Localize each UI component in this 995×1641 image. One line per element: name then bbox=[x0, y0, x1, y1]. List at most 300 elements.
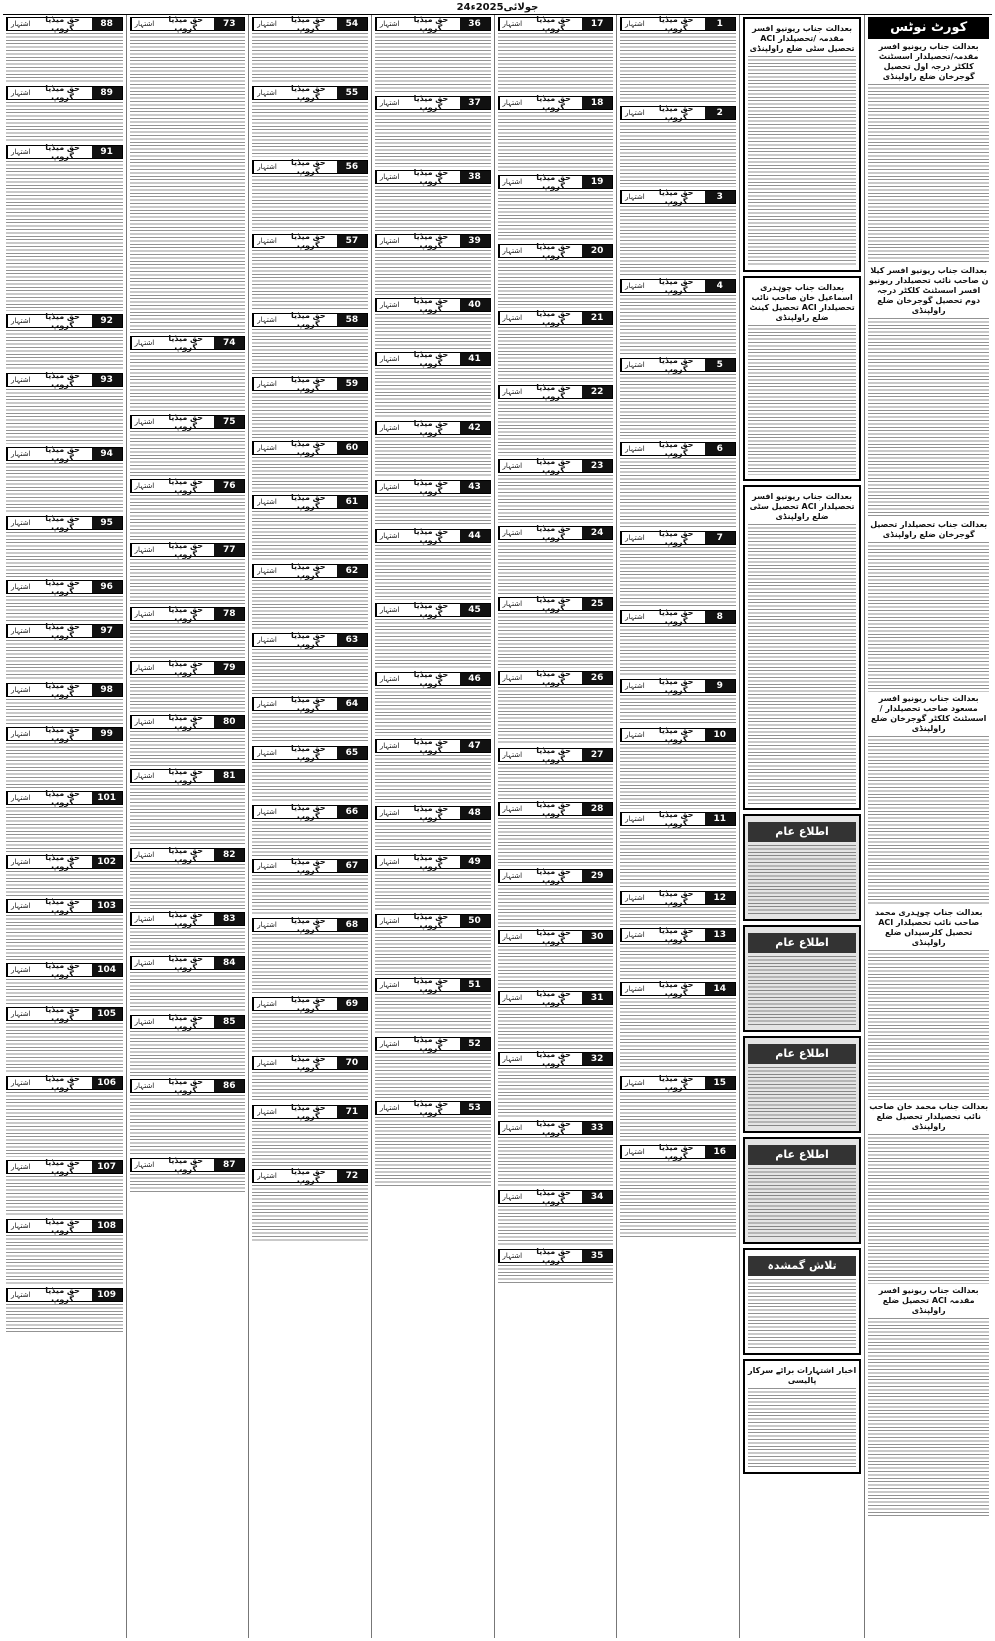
notice-tag: اشتہار bbox=[376, 171, 403, 183]
notice-text bbox=[498, 1007, 614, 1049]
notice-header bbox=[375, 978, 491, 992]
notice-group-label: حق میڈیا گروپ bbox=[45, 578, 80, 596]
notice-tag: اشتہار bbox=[253, 634, 280, 646]
notice-number: 73 bbox=[214, 18, 244, 30]
notice-tag: اشتہار bbox=[376, 673, 403, 685]
notice-group-label: حق میڈیا گروپ bbox=[168, 713, 204, 731]
notice-header bbox=[252, 746, 368, 760]
notice-header bbox=[498, 1121, 614, 1135]
notice-header bbox=[498, 930, 614, 944]
notice-tag: اشتہار bbox=[499, 245, 526, 257]
notice-text bbox=[375, 1053, 491, 1098]
notice-number: 97 bbox=[92, 625, 122, 637]
notice-number: 103 bbox=[92, 900, 122, 912]
announcement-box bbox=[743, 1137, 862, 1244]
notice-number: 20 bbox=[582, 245, 612, 257]
notice-number: 19 bbox=[582, 176, 612, 188]
notice-header bbox=[130, 336, 246, 350]
notice-tag: اشتہار bbox=[7, 1220, 34, 1232]
notice-tag: اشتہار bbox=[253, 496, 280, 508]
notice-text bbox=[130, 1095, 246, 1155]
notice-tag: اشتہار bbox=[131, 913, 158, 925]
notice-tag: اشتہار bbox=[253, 1106, 280, 1118]
notice-text bbox=[130, 33, 246, 333]
notice-group-label: حق میڈیا گروپ bbox=[536, 800, 571, 818]
notice-number: 96 bbox=[92, 581, 122, 593]
notice-group-label: حق میڈیا گروپ bbox=[413, 853, 449, 871]
classified-notice bbox=[375, 234, 491, 295]
notice-group-label: حق میڈیا گروپ bbox=[291, 857, 326, 875]
notice-tag: اشتہار bbox=[7, 792, 34, 804]
announcement-title: اطلاع عام bbox=[748, 822, 857, 842]
notice-group-label: حق میڈیا گروپ bbox=[536, 309, 571, 327]
notice-text bbox=[620, 374, 736, 439]
notice-number: 36 bbox=[460, 18, 490, 30]
notice-text bbox=[620, 907, 736, 925]
notice-group-label: حق میڈیا گروپ bbox=[413, 168, 449, 186]
boxed-notice-text bbox=[748, 524, 857, 804]
notice-group-label: حق میڈیا گروپ bbox=[291, 375, 326, 393]
notice-number: 98 bbox=[92, 684, 122, 696]
notice-header bbox=[498, 96, 614, 110]
classified-notice bbox=[252, 377, 368, 438]
notice-number: 38 bbox=[460, 171, 490, 183]
notice-number: 37 bbox=[460, 97, 490, 109]
notice-text bbox=[6, 1092, 123, 1157]
notice-header bbox=[6, 373, 123, 387]
boxed-notice bbox=[743, 17, 862, 272]
classified-notice bbox=[620, 610, 736, 676]
classified-notice bbox=[375, 298, 491, 349]
notice-text bbox=[6, 1176, 123, 1216]
notice-text bbox=[498, 401, 614, 456]
notice-group-label: حق میڈیا گروپ bbox=[168, 541, 204, 559]
notice-group-label: حق میڈیا گروپ bbox=[536, 242, 571, 260]
court-heading-4: بعدالت جناب ریونیو افسر مسعود صاحب تحصیلدار / اسسٹنٹ کلکٹر گوجرخان ضلع راولپنڈی bbox=[871, 694, 987, 733]
notice-header bbox=[6, 683, 123, 697]
notice-header bbox=[6, 145, 123, 159]
notice-text bbox=[498, 327, 614, 382]
notice-header bbox=[375, 421, 491, 435]
notice-group-label: حق میڈیا گروپ bbox=[413, 804, 449, 822]
notice-tag: اشتہار bbox=[253, 919, 280, 931]
notice-header bbox=[620, 610, 736, 624]
notice-tag: اشتہار bbox=[621, 18, 648, 30]
notice-group-label: حق میڈیا گروپ bbox=[291, 631, 326, 649]
boxed-notice-heading: بعدالت جناب ریونیو افسر مقدمہ /تحصیلدار ACI تحصیل سٹی ضلع راولپنڈی bbox=[749, 24, 855, 53]
notice-group-label: حق میڈیا گروپ bbox=[168, 910, 204, 928]
classified-notice bbox=[498, 748, 614, 799]
notice-number: 12 bbox=[705, 892, 735, 904]
notice-group-label: حق میڈیا گروپ bbox=[413, 912, 449, 930]
classified-notice bbox=[375, 17, 491, 93]
notice-number: 80 bbox=[214, 716, 244, 728]
notice-tag: اشتہار bbox=[621, 107, 648, 119]
notice-header bbox=[620, 812, 736, 826]
notice-group-label: حق میڈیا گروپ bbox=[413, 296, 449, 314]
notice-text bbox=[498, 885, 614, 927]
notice-text bbox=[498, 542, 614, 594]
classified-notice bbox=[252, 1169, 368, 1243]
notice-number: 68 bbox=[337, 919, 367, 931]
classified-notice bbox=[130, 415, 246, 476]
notice-tag: اشتہار bbox=[131, 416, 158, 428]
notice-text bbox=[375, 437, 491, 477]
notice-number: 55 bbox=[337, 87, 367, 99]
notice-text bbox=[130, 352, 246, 412]
notice-group-label: حق میڈیا گروپ bbox=[658, 529, 694, 547]
notice-number: 51 bbox=[460, 979, 490, 991]
classified-notice bbox=[620, 442, 736, 528]
classified-notice bbox=[375, 421, 491, 477]
notice-header bbox=[498, 311, 614, 325]
notice-group-label: حق میڈیا گروپ bbox=[658, 356, 694, 374]
notice-header bbox=[252, 633, 368, 647]
announcement-text bbox=[748, 956, 857, 1026]
notice-header bbox=[498, 244, 614, 258]
classified-notice bbox=[498, 96, 614, 172]
notice-group-label: حق میڈیا گروپ bbox=[45, 514, 80, 532]
notice-tag: اشتہار bbox=[621, 729, 648, 741]
notice-header bbox=[375, 298, 491, 312]
notice-number: 44 bbox=[460, 530, 490, 542]
notice-tag: اشتہار bbox=[499, 749, 526, 761]
notice-number: 30 bbox=[582, 931, 612, 943]
classified-notice bbox=[375, 672, 491, 736]
notice-header bbox=[252, 17, 368, 31]
notice-number: 2 bbox=[705, 107, 735, 119]
notice-number: 43 bbox=[460, 481, 490, 493]
notice-header bbox=[6, 447, 123, 461]
notice-header bbox=[620, 728, 736, 742]
notice-text bbox=[498, 33, 614, 93]
notice-text bbox=[130, 731, 246, 766]
notice-text bbox=[6, 640, 123, 680]
notice-number: 67 bbox=[337, 860, 367, 872]
notice-tag: اشتہار bbox=[376, 915, 403, 927]
notice-number: 22 bbox=[582, 386, 612, 398]
notice-header bbox=[6, 17, 123, 31]
classified-notice bbox=[130, 715, 246, 766]
notice-tag: اشتہار bbox=[7, 1008, 34, 1020]
lost-item-text bbox=[748, 1279, 857, 1349]
notice-header bbox=[6, 963, 123, 977]
notice-text bbox=[252, 33, 368, 83]
notice-text bbox=[130, 623, 246, 658]
classified-notice bbox=[498, 869, 614, 927]
boxed-notice-heading: بعدالت جناب چوہدری اسماعیل خان صاحب نائب تحصیلدار ACI تحصیل کینٹ ضلع راولپنڈی bbox=[749, 283, 855, 322]
announcement-box bbox=[743, 1036, 862, 1133]
notice-header bbox=[252, 564, 368, 578]
classified-notice bbox=[6, 17, 123, 83]
notice-group-label: حق میڈیا گروپ bbox=[45, 897, 80, 915]
notice-number: 61 bbox=[337, 496, 367, 508]
notice-column-88-109 bbox=[3, 15, 126, 1638]
classified-notice bbox=[498, 385, 614, 456]
notice-text bbox=[252, 176, 368, 231]
notice-group-label: حق میڈیا گروپ bbox=[413, 232, 449, 250]
notice-tag: اشتہار bbox=[621, 680, 648, 692]
notice-text bbox=[375, 545, 491, 600]
notice-group-label: حق میڈیا گروپ bbox=[45, 1217, 80, 1235]
classified-notice bbox=[498, 1121, 614, 1187]
notice-tag: اشتہار bbox=[7, 315, 34, 327]
notice-text bbox=[375, 619, 491, 669]
notice-header bbox=[375, 806, 491, 820]
notice-number: 105 bbox=[92, 1008, 122, 1020]
notice-group-label: حق میڈیا گروپ bbox=[168, 1077, 204, 1095]
classified-notice bbox=[498, 526, 614, 594]
notice-header bbox=[498, 526, 614, 540]
notice-header bbox=[252, 160, 368, 174]
notice-tag: اشتہار bbox=[499, 1122, 526, 1134]
notice-header bbox=[6, 86, 123, 100]
notice-tag: اشتہار bbox=[621, 359, 648, 371]
notice-tag: اشتہار bbox=[131, 608, 158, 620]
notice-text bbox=[6, 699, 123, 724]
classified-notice bbox=[252, 564, 368, 630]
classified-notice bbox=[6, 1076, 123, 1157]
notice-header bbox=[498, 459, 614, 473]
notice-tag: اشتہار bbox=[253, 698, 280, 710]
classified-notice bbox=[620, 928, 736, 979]
notice-header bbox=[375, 17, 491, 31]
notice-group-label: حق میڈیا گروپ bbox=[536, 1247, 571, 1265]
notice-text bbox=[498, 946, 614, 988]
classified-notice bbox=[6, 314, 123, 370]
classified-notice bbox=[6, 624, 123, 680]
notice-number: 5 bbox=[705, 359, 735, 371]
notice-number: 82 bbox=[214, 849, 244, 861]
classified-notice bbox=[6, 145, 123, 311]
notice-header bbox=[130, 1158, 246, 1172]
classified-notice bbox=[6, 791, 123, 852]
notice-number: 52 bbox=[460, 1038, 490, 1050]
notice-number: 32 bbox=[582, 1053, 612, 1065]
classified-notice bbox=[252, 495, 368, 561]
notice-group-label: حق میڈیا گروپ bbox=[45, 681, 80, 699]
notice-header bbox=[498, 175, 614, 189]
notice-tag: اشتہار bbox=[621, 611, 648, 623]
notice-tag: اشتہار bbox=[499, 97, 526, 109]
notice-group-label: حق میڈیا گروپ bbox=[536, 1050, 571, 1068]
notice-text bbox=[620, 1161, 736, 1239]
notice-group-label: حق میڈیا گروپ bbox=[413, 976, 449, 994]
notice-number: 4 bbox=[705, 280, 735, 292]
notice-tag: اشتہار bbox=[7, 87, 34, 99]
policy-text bbox=[748, 1388, 857, 1468]
notice-text bbox=[620, 33, 736, 103]
court-notice-text bbox=[868, 84, 989, 264]
notice-number: 3 bbox=[705, 191, 735, 203]
notice-header bbox=[252, 1056, 368, 1070]
classified-notice bbox=[498, 311, 614, 382]
notice-text bbox=[252, 329, 368, 374]
classified-notice bbox=[6, 1288, 123, 1334]
notice-group-label: حق میڈیا گروپ bbox=[291, 158, 326, 176]
notice-group-label: حق میڈیا گروپ bbox=[413, 601, 449, 619]
boxed-notice-heading: بعدالت جناب ریونیو افسر تحصیلدار ACI تحصیل سٹی ضلع راولپنڈی bbox=[749, 492, 855, 521]
notice-tag: اشتہار bbox=[376, 422, 403, 434]
notice-header bbox=[6, 314, 123, 328]
notice-number: 46 bbox=[460, 673, 490, 685]
notice-text bbox=[130, 1031, 246, 1076]
classified-notice bbox=[252, 441, 368, 492]
notice-group-label: حق میڈیا گروپ bbox=[536, 1188, 571, 1206]
notice-header bbox=[620, 928, 736, 942]
notice-tag: اشتہار bbox=[253, 747, 280, 759]
notice-group-label: حق میڈیا گروپ bbox=[536, 595, 571, 613]
notice-text bbox=[130, 785, 246, 845]
court-notice-text bbox=[868, 1318, 989, 1518]
notice-number: 56 bbox=[337, 161, 367, 173]
notice-group-label: حق میڈیا گروپ bbox=[168, 413, 204, 431]
notice-header bbox=[6, 580, 123, 594]
notice-group-label: حق میڈیا گروپ bbox=[536, 524, 571, 542]
notice-text bbox=[620, 1092, 736, 1142]
notice-text bbox=[6, 161, 123, 311]
policy-box bbox=[743, 1359, 862, 1474]
court-notice-text bbox=[868, 318, 989, 518]
notice-text bbox=[375, 112, 491, 167]
classified-notice bbox=[498, 597, 614, 668]
notice-tag: اشتہار bbox=[7, 1077, 34, 1089]
notice-number: 42 bbox=[460, 422, 490, 434]
classified-notice bbox=[375, 352, 491, 418]
court-notice-column bbox=[864, 15, 992, 1638]
classified-notice bbox=[620, 982, 736, 1073]
notice-text bbox=[252, 934, 368, 994]
notice-tag: اشتہار bbox=[131, 716, 158, 728]
notice-group-label: حق میڈیا گروپ bbox=[45, 312, 80, 330]
notice-header bbox=[252, 495, 368, 509]
notice-number: 106 bbox=[92, 1077, 122, 1089]
notice-text bbox=[6, 1235, 123, 1285]
classified-notice bbox=[252, 86, 368, 157]
notice-tag: اشتہار bbox=[376, 97, 403, 109]
notice-tag: اشتہار bbox=[131, 770, 158, 782]
court-heading-6: بعدالت جناب محمد خان صاحب نائب تحصیلدار تحصیل ضلع راولپنڈی bbox=[869, 1102, 989, 1131]
notice-tag: اشتہار bbox=[621, 532, 648, 544]
classified-notice bbox=[130, 607, 246, 658]
classified-notice bbox=[6, 727, 123, 788]
classified-notice bbox=[375, 170, 491, 231]
notice-tag: اشتہار bbox=[7, 625, 34, 637]
notice-group-label: حق میڈیا گروپ bbox=[291, 1054, 326, 1072]
notice-tag: اشتہار bbox=[621, 1077, 648, 1089]
boxed-notice-text bbox=[748, 325, 857, 475]
notice-text bbox=[6, 915, 123, 960]
notice-group-label: حق میڈیا گروپ bbox=[45, 789, 80, 807]
notice-text bbox=[6, 102, 123, 142]
notice-header bbox=[6, 624, 123, 638]
notice-text bbox=[375, 250, 491, 295]
classified-notice bbox=[130, 1079, 246, 1155]
notice-group-label: حق میڈیا گروپ bbox=[413, 1099, 449, 1117]
notice-header bbox=[498, 1249, 614, 1263]
notice-header bbox=[375, 672, 491, 686]
notice-number: 84 bbox=[214, 957, 244, 969]
notice-group-label: حق میڈیا گروپ bbox=[45, 15, 80, 33]
notice-tag: اشتہار bbox=[253, 235, 280, 247]
notice-number: 31 bbox=[582, 992, 612, 1004]
notice-number: 79 bbox=[214, 662, 244, 674]
classified-notice bbox=[252, 160, 368, 231]
notice-text bbox=[252, 875, 368, 915]
notice-header bbox=[620, 679, 736, 693]
notice-group-label: حق میڈیا گروپ bbox=[658, 1143, 694, 1161]
notice-tag: اشتہار bbox=[131, 1080, 158, 1092]
announcement-text bbox=[748, 1067, 857, 1127]
notice-group-label: حق میڈیا گروپ bbox=[168, 954, 204, 972]
classified-notice bbox=[620, 17, 736, 103]
classified-notice bbox=[6, 855, 123, 896]
notice-group-label: حق میڈیا گروپ bbox=[45, 622, 80, 640]
classified-notice bbox=[252, 859, 368, 915]
classified-notice bbox=[252, 1056, 368, 1102]
classified-notice bbox=[252, 805, 368, 856]
notice-header bbox=[620, 442, 736, 456]
notice-tag: اشتہار bbox=[499, 672, 526, 684]
classified-notice bbox=[498, 17, 614, 93]
notice-tag: اشتہار bbox=[376, 299, 403, 311]
notice-group-label: حق میڈیا گروپ bbox=[291, 493, 326, 511]
notice-text bbox=[498, 613, 614, 668]
notice-text bbox=[252, 1185, 368, 1243]
court-heading-2: بعدالت جناب ریونیو افسر کیلا ن صاحب نائب تحصیلدار ریونیو افسر اسسٹنٹ کلکٹر درجہ دوم تحصیل گوجرخان ضلع راولپنڈی bbox=[868, 266, 989, 315]
notice-text bbox=[620, 695, 736, 725]
notice-header bbox=[498, 1052, 614, 1066]
notice-tag: اشتہار bbox=[376, 807, 403, 819]
notice-number: 108 bbox=[92, 1220, 122, 1232]
notice-group-label: حق میڈیا گروپ bbox=[291, 1103, 326, 1121]
notice-header bbox=[252, 859, 368, 873]
notice-tag: اشتہار bbox=[253, 314, 280, 326]
notice-header bbox=[498, 869, 614, 883]
classified-notice bbox=[130, 17, 246, 333]
announcement-box bbox=[743, 925, 862, 1032]
notice-group-label: حق میڈیا گروپ bbox=[45, 84, 80, 102]
notice-tag: اشتہار bbox=[253, 18, 280, 30]
notice-header bbox=[252, 234, 368, 248]
notice-number: 94 bbox=[92, 448, 122, 460]
notice-number: 25 bbox=[582, 598, 612, 610]
notice-header bbox=[375, 603, 491, 617]
classified-notice bbox=[6, 86, 123, 142]
court-notice-text bbox=[868, 542, 989, 692]
notice-text bbox=[498, 764, 614, 799]
notice-text bbox=[252, 762, 368, 802]
notice-text bbox=[375, 994, 491, 1034]
classified-notice bbox=[620, 279, 736, 355]
notice-tag: اشتہار bbox=[376, 1038, 403, 1050]
notice-number: 64 bbox=[337, 698, 367, 710]
notice-group-label: حق میڈیا گروپ bbox=[536, 669, 571, 687]
notice-header bbox=[6, 727, 123, 741]
notice-header bbox=[620, 106, 736, 120]
classified-notice bbox=[375, 96, 491, 167]
notice-group-label: حق میڈیا گروپ bbox=[658, 15, 694, 33]
notice-number: 53 bbox=[460, 1102, 490, 1114]
notice-text bbox=[6, 532, 123, 577]
notice-group-label: حق میڈیا گروپ bbox=[536, 746, 571, 764]
classified-notice bbox=[6, 516, 123, 577]
notice-group-label: حق میڈیا گروپ bbox=[658, 677, 694, 695]
notice-text bbox=[130, 677, 246, 712]
notice-text bbox=[375, 1117, 491, 1187]
notice-header bbox=[6, 1219, 123, 1233]
announcement-title: اطلاع عام bbox=[748, 1044, 857, 1064]
